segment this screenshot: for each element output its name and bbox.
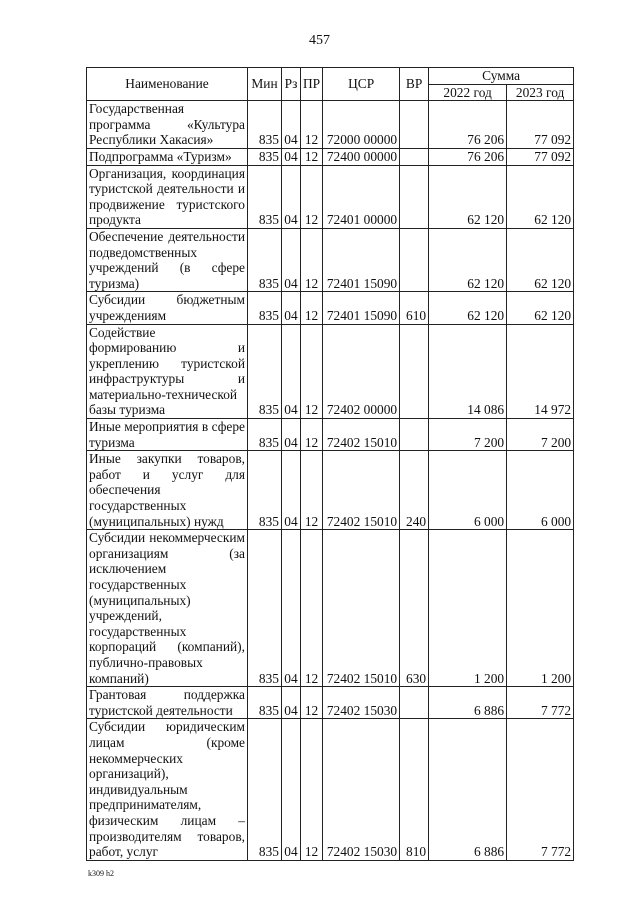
table-row — [87, 530, 574, 687]
header-year-2023: 2023 год — [507, 84, 574, 101]
row-csr: 72402 15030 — [323, 687, 400, 719]
row-sum-2023: 6 000 — [507, 451, 574, 530]
row-sum-2022: 62 120 — [429, 292, 507, 324]
row-vr: 610 — [400, 292, 429, 324]
row-rz: 04 — [282, 419, 301, 451]
row-sum-2023: 7 200 — [507, 419, 574, 451]
row-pr: 12 — [301, 148, 323, 165]
row-rz: 04 — [282, 687, 301, 719]
row-pr: 12 — [301, 530, 323, 687]
row-rz: 04 — [282, 451, 301, 530]
row-csr: 72401 00000 — [323, 165, 400, 228]
row-min: 835 — [248, 451, 282, 530]
row-pr: 12 — [301, 419, 323, 451]
row-csr: 72402 15010 — [323, 451, 400, 530]
row-min: 835 — [248, 165, 282, 228]
row-pr: 12 — [301, 165, 323, 228]
row-name: Содействие формированию и укреплению туристской инфраструктуры и материально-технической базы туризма — [87, 324, 248, 419]
table-row — [87, 451, 574, 530]
table-row — [87, 101, 574, 149]
row-csr: 72402 15030 — [323, 719, 400, 860]
row-rz: 04 — [282, 292, 301, 324]
row-sum-2022: 76 206 — [429, 148, 507, 165]
row-csr: 72400 00000 — [323, 148, 400, 165]
row-sum-2022: 14 086 — [429, 324, 507, 419]
row-vr — [400, 419, 429, 451]
row-rz: 04 — [282, 165, 301, 228]
row-sum-2023: 14 972 — [507, 324, 574, 419]
row-vr: 630 — [400, 530, 429, 687]
row-min: 835 — [248, 719, 282, 860]
budget-table — [86, 67, 574, 861]
row-sum-2023: 7 772 — [507, 719, 574, 860]
row-pr: 12 — [301, 687, 323, 719]
row-sum-2022: 6 886 — [429, 719, 507, 860]
header-year-2022: 2022 год — [429, 84, 507, 101]
table-body — [87, 101, 574, 861]
row-pr: 12 — [301, 101, 323, 149]
row-sum-2022: 1 200 — [429, 530, 507, 687]
row-rz: 04 — [282, 719, 301, 860]
row-min: 835 — [248, 101, 282, 149]
row-pr: 12 — [301, 451, 323, 530]
table-row — [87, 719, 574, 860]
row-vr — [400, 101, 429, 149]
row-min: 835 — [248, 148, 282, 165]
row-min: 835 — [248, 228, 282, 291]
row-csr: 72402 15010 — [323, 530, 400, 687]
table-row — [87, 228, 574, 291]
header-sum: Сумма — [429, 68, 574, 85]
row-vr — [400, 324, 429, 419]
row-name: Грантовая поддержка туристской деятельности — [87, 687, 248, 719]
header-min: Мин — [248, 68, 282, 101]
row-sum-2023: 62 120 — [507, 292, 574, 324]
row-sum-2022: 6 000 — [429, 451, 507, 530]
header-csr: ЦСР — [323, 68, 400, 101]
table-row — [87, 324, 574, 419]
table-row — [87, 148, 574, 165]
table-row — [87, 687, 574, 719]
row-name: Организация, координация туристской деятельности и продвижение туристского продукта — [87, 165, 248, 228]
row-sum-2022: 62 120 — [429, 165, 507, 228]
row-min: 835 — [248, 419, 282, 451]
row-vr: 810 — [400, 719, 429, 860]
row-sum-2022: 76 206 — [429, 101, 507, 149]
row-name: Обеспечение деятельности подведомственных учреждений (в сфере туризма) — [87, 228, 248, 291]
row-sum-2023: 1 200 — [507, 530, 574, 687]
row-rz: 04 — [282, 148, 301, 165]
row-name: Субсидии бюджетным учреждениям — [87, 292, 248, 324]
header-pr: ПР — [301, 68, 323, 101]
row-sum-2023: 77 092 — [507, 148, 574, 165]
row-sum-2023: 77 092 — [507, 101, 574, 149]
row-rz: 04 — [282, 530, 301, 687]
row-vr — [400, 228, 429, 291]
row-pr: 12 — [301, 292, 323, 324]
row-sum-2023: 7 772 — [507, 687, 574, 719]
page-number: 457 — [309, 33, 330, 48]
header-rz: Рз — [282, 68, 301, 101]
row-rz: 04 — [282, 228, 301, 291]
row-pr: 12 — [301, 719, 323, 860]
header-name: Наименование — [87, 68, 248, 101]
row-name: Иные закупки товаров, работ и услуг для обеспечения государственных (муниципальных) нужд — [87, 451, 248, 530]
table-row — [87, 292, 574, 324]
row-vr — [400, 165, 429, 228]
row-min: 835 — [248, 530, 282, 687]
header-vr: ВР — [400, 68, 429, 101]
row-csr: 72402 00000 — [323, 324, 400, 419]
row-min: 835 — [248, 687, 282, 719]
row-min: 835 — [248, 324, 282, 419]
row-pr: 12 — [301, 228, 323, 291]
row-name: Иные мероприятия в сфере туризма — [87, 419, 248, 451]
table-row — [87, 165, 574, 228]
footer-code: k309 h2 — [88, 869, 114, 878]
row-name: Государственная программа «Культура Республики Хакасия» — [87, 101, 248, 149]
row-sum-2023: 62 120 — [507, 165, 574, 228]
row-name: Субсидии некоммерческим организациям (за исключением государственных (муниципальных) учреждений, государственных корпораций (компаний), публично-правовых компаний) — [87, 530, 248, 687]
row-csr: 72000 00000 — [323, 101, 400, 149]
row-rz: 04 — [282, 101, 301, 149]
table-row — [87, 419, 574, 451]
row-csr: 72401 15090 — [323, 292, 400, 324]
row-vr — [400, 687, 429, 719]
row-csr: 72401 15090 — [323, 228, 400, 291]
row-sum-2022: 62 120 — [429, 228, 507, 291]
row-pr: 12 — [301, 324, 323, 419]
row-rz: 04 — [282, 324, 301, 419]
row-csr: 72402 15010 — [323, 419, 400, 451]
row-sum-2023: 62 120 — [507, 228, 574, 291]
row-vr — [400, 148, 429, 165]
row-vr: 240 — [400, 451, 429, 530]
row-min: 835 — [248, 292, 282, 324]
row-sum-2022: 7 200 — [429, 419, 507, 451]
row-sum-2022: 6 886 — [429, 687, 507, 719]
row-name: Подпрограмма «Туризм» — [87, 148, 248, 165]
row-name: Субсидии юридическим лицам (кроме некоммерческих организаций), индивидуальным предпринимателям, физическим лицам – производителям товаров, работ, услуг — [87, 719, 248, 860]
